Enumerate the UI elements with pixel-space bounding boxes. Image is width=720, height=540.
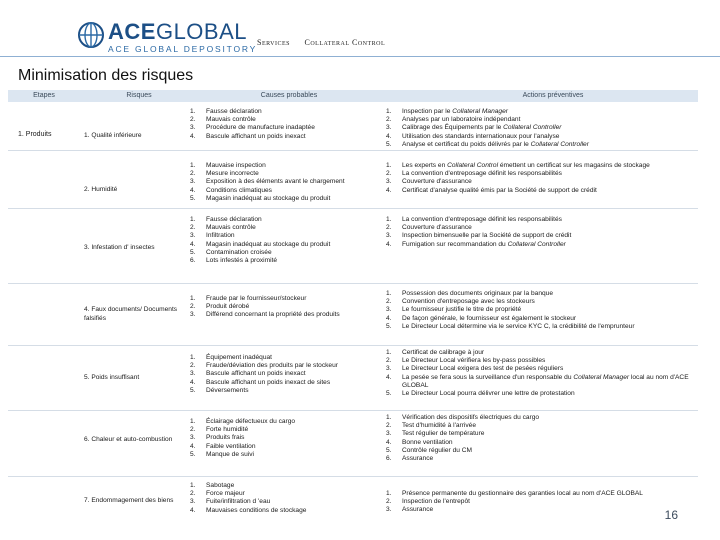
cause-text: Bascule affichant un poids inexact [206, 132, 306, 140]
list-number: 1. [386, 290, 392, 297]
cause-item [190, 232, 390, 240]
actions-list [386, 349, 696, 398]
cause-item [190, 303, 390, 311]
action-text: Analyse et certificat du poids délivrés par le Collateral Controller [402, 140, 589, 148]
list-number: 4. [386, 373, 392, 381]
action-item [386, 422, 696, 430]
cause-text: Mauvais contrôle [206, 224, 256, 232]
list-number: 2. [190, 116, 196, 124]
list-number: 3. [190, 232, 196, 240]
list-number: 2. [386, 498, 392, 506]
actions-list [386, 414, 696, 463]
cause-text: Lots infestés à proximité [206, 257, 278, 265]
action-item [386, 506, 696, 514]
cause-text: Exposition à des éléments avant le chargement [206, 178, 345, 186]
cause-item [190, 224, 390, 232]
list-number: 2. [386, 170, 392, 178]
action-item [386, 187, 696, 195]
cause-text: Mauvais contrôle [206, 116, 256, 124]
action-text: Analyses par un laboratoire indépendant [402, 116, 521, 124]
action-text: Assurance [402, 455, 434, 463]
cause-text: Mesure incorrecte [206, 170, 259, 178]
logo-subtitle: ACE GLOBAL DEPOSITORY [108, 44, 258, 54]
cause-text: Fraude/déviation des produits par le stockeur [206, 362, 338, 370]
action-text: Certificat de calibrage à jour [402, 349, 485, 356]
action-item [386, 232, 696, 240]
action-text: Test d'humidité à l'arrivée [402, 422, 476, 430]
list-number: 3. [190, 434, 196, 442]
col-header-etapes: Etapes [33, 92, 55, 99]
action-text: Possession des documents originaux par la banque [402, 290, 554, 297]
list-number: 1. [190, 418, 196, 425]
list-number: 3. [386, 124, 392, 132]
cause-item [190, 379, 390, 387]
action-text: Bonne ventilation [402, 438, 453, 446]
cause-item [190, 133, 390, 141]
action-item [386, 439, 696, 447]
cause-item [190, 162, 390, 170]
list-number: 1. [386, 162, 392, 169]
cause-item [190, 295, 390, 303]
list-number: 1. [190, 482, 196, 489]
list-number: 5. [386, 390, 392, 398]
action-text: La convention d'entreposage définit les responsabilités [402, 216, 562, 223]
risk-label: 7. Endommagement des biens [84, 497, 174, 504]
causes-list [190, 295, 390, 320]
action-text: Couverture d'assurance [402, 178, 472, 186]
list-number: 3. [386, 430, 392, 438]
action-text: Présence permanente du gestionnaire des garanties local au nom d'ACE GLOBAL [402, 490, 643, 497]
cause-text: Déversements [206, 386, 249, 394]
list-number: 1. [386, 490, 392, 497]
list-number: 4. [386, 438, 392, 446]
action-text: Les experts en Collateral Control émettent un certificat sur les magasins de stockage [402, 162, 650, 169]
cause-item [190, 178, 390, 186]
action-item [386, 178, 696, 186]
cause-text: Fausse déclaration [206, 216, 262, 223]
causes-list [190, 354, 390, 395]
causes-list [190, 482, 390, 515]
row-divider [8, 208, 698, 209]
cause-text: Mauvaise inspection [206, 162, 266, 169]
actions-list [386, 162, 696, 195]
cause-text: Fausse déclaration [206, 108, 262, 115]
list-number: 1. [190, 216, 196, 223]
cause-text: Mauvaises conditions de stockage [206, 506, 307, 514]
list-number: 1. [386, 216, 392, 223]
row-divider [8, 410, 698, 411]
list-number: 3. [190, 498, 196, 506]
cause-item [190, 507, 390, 515]
cause-item [190, 187, 390, 195]
cause-item [190, 418, 390, 426]
row-divider [8, 150, 698, 151]
cause-text: Magasin inadéquat au stockage du produit [206, 240, 331, 248]
cause-item [190, 451, 390, 459]
list-number: 4. [386, 186, 392, 194]
action-text: Inspection bimensuelle par la Société de support de crédit [402, 232, 572, 240]
cause-text: Différend concernant la propriété des produits [206, 311, 340, 319]
action-text: Le Directeur Local vérifiera les by-pass possibles [402, 357, 546, 365]
action-item [386, 490, 696, 498]
list-number: 2. [386, 357, 392, 365]
cause-item [190, 108, 390, 116]
causes-list [190, 418, 390, 459]
list-number: 2. [190, 490, 196, 498]
cause-item [190, 362, 390, 370]
risk-label: 6. Chaleur et auto-combustion [84, 436, 173, 443]
cause-item [190, 170, 390, 178]
col-header-risques: Risques [126, 92, 152, 99]
list-number: 4. [386, 132, 392, 140]
list-number: 4. [190, 132, 196, 140]
cause-item [190, 443, 390, 451]
action-text: Contrôle régulier du CM [402, 446, 472, 454]
action-text: La pesée se fera sous la surveillance d'un responsable du Collateral Manager local au nom d'ACE GLOBAL [402, 373, 689, 389]
action-text: Vérification des dispositifs électriques du cargo [402, 414, 540, 421]
cause-text: Sabotage [206, 482, 235, 489]
action-text: Fumigation sur recommandation du Collateral Controller [402, 240, 566, 248]
cause-text: Infiltration [206, 232, 235, 240]
list-number: 1. [190, 295, 196, 302]
action-item [386, 216, 696, 224]
action-item [386, 306, 696, 314]
list-number: 1. [386, 414, 392, 421]
cause-item [190, 195, 390, 203]
list-number: 3. [386, 365, 392, 373]
list-number: 3. [386, 232, 392, 240]
action-item [386, 124, 696, 132]
list-number: 4. [190, 186, 196, 194]
list-number: 1. [190, 354, 196, 361]
cause-item [190, 116, 390, 124]
action-item [386, 133, 696, 141]
list-number: 5. [386, 322, 392, 330]
row-divider [8, 476, 698, 477]
cause-text: Produits frais [206, 434, 245, 442]
cause-text: Contamination croisée [206, 248, 272, 256]
list-number: 3. [190, 178, 196, 186]
cause-text: Faible ventilation [206, 442, 256, 450]
action-text: Le fournisseur justifie le titre de propriété [402, 306, 522, 314]
cause-item [190, 249, 390, 257]
logo-wordmark: ACEGLOBAL [108, 19, 247, 44]
cause-text: Bascule affichant un poids inexact [206, 370, 306, 378]
cause-item [190, 490, 390, 498]
list-number: 2. [190, 170, 196, 178]
cause-item [190, 124, 390, 132]
action-text: Le Directeur Local pourra délivrer une lettre de protestation [402, 390, 575, 398]
list-number: 3. [190, 370, 196, 378]
list-number: 2. [190, 426, 196, 434]
action-text: La convention d'entreposage définit les responsabilités [402, 170, 562, 178]
action-text: Test régulier de température [402, 430, 485, 438]
action-item [386, 298, 696, 306]
action-item [386, 430, 696, 438]
cause-item [190, 387, 390, 395]
list-number: 1. [386, 108, 392, 115]
actions-list [386, 290, 696, 331]
action-item [386, 455, 696, 463]
action-text: Utilisation des standards internationaux pour l'analyse [402, 132, 560, 140]
cause-text: Éclairage défectueux du cargo [206, 418, 296, 425]
actions-list [386, 490, 696, 515]
action-item [386, 224, 696, 232]
cause-text: Équipement inadéquat [206, 354, 272, 361]
risk-label: 2. Humidité [84, 186, 118, 193]
cause-text: Fraude par le fournisseur/stockeur [206, 295, 307, 302]
list-number: 3. [386, 178, 392, 186]
action-item [386, 162, 696, 170]
list-number: 2. [190, 224, 196, 232]
risk-label: 4. Faux documents/ Documents falsifiés [84, 306, 178, 322]
list-number: 3. [386, 506, 392, 514]
list-number: 6. [386, 455, 392, 463]
causes-list [190, 162, 390, 203]
action-text: Inspection de l'entrepôt [402, 498, 470, 506]
row-divider [8, 345, 698, 346]
list-number: 2. [386, 116, 392, 124]
nav-collateral-control[interactable]: Collateral Control [304, 38, 386, 47]
risk-label: 3. Infestation d' insectes [84, 244, 155, 251]
cause-text: Manque de suivi [206, 450, 255, 458]
cause-item [190, 482, 390, 490]
action-text: Le Directeur Local exigera des test de pesées réguliers [402, 365, 564, 373]
action-item [386, 170, 696, 178]
action-item [386, 374, 696, 390]
list-number: 5. [190, 450, 196, 458]
action-text: Inspection par le Collateral Manager [402, 108, 508, 115]
list-number: 4. [190, 378, 196, 386]
action-text: Certificat d'analyse qualité émis par la Société de support de crédit [402, 186, 597, 194]
action-item [386, 447, 696, 455]
list-number: 5. [190, 248, 196, 256]
list-number: 2. [386, 224, 392, 232]
action-item [386, 357, 696, 365]
action-text: Le Directeur Local détermine via le service KYC C, la crédibilité de l'emprunteur [402, 322, 635, 330]
cause-text: Fuite/infiltration d 'eau [206, 498, 271, 506]
cause-text: Forte humidité [206, 426, 249, 434]
causes-list [190, 216, 390, 265]
actions-list [386, 216, 696, 249]
page-title: Minimisation des risques [18, 67, 194, 84]
action-text: Convention d'entreposage avec les stockeurs [402, 298, 535, 306]
col-header-actions: Actions préventives [522, 92, 584, 99]
cause-item [190, 498, 390, 506]
ace-global-logo[interactable] [78, 19, 258, 54]
action-item [386, 390, 696, 398]
action-item [386, 290, 696, 298]
cause-item [190, 241, 390, 249]
list-number: 3. [190, 124, 196, 132]
causes-list [190, 108, 390, 141]
list-number: 4. [190, 442, 196, 450]
action-text: Couverture d'assurance [402, 224, 472, 232]
cause-item [190, 434, 390, 442]
action-text: Calibrage des Équipements par le Collateral Controller [402, 124, 562, 132]
risk-table [8, 90, 698, 530]
cause-item [190, 370, 390, 378]
action-item [386, 365, 696, 373]
list-number: 4. [386, 240, 392, 248]
nav-services[interactable]: Services [257, 38, 290, 47]
risk-label: 5. Poids insuffisant [84, 374, 140, 381]
cause-text: Procédure de manufacture inadaptée [206, 124, 315, 132]
cause-item [190, 311, 390, 319]
list-number: 4. [190, 506, 196, 514]
globe-logo-icon [78, 22, 104, 48]
risk-label: 1. Qualité inférieure [84, 132, 142, 139]
list-number: 2. [386, 298, 392, 306]
list-number: 4. [190, 240, 196, 248]
list-number: 1. [190, 108, 196, 115]
list-number: 2. [190, 362, 196, 370]
page-number: 16 [664, 508, 678, 522]
list-number: 5. [386, 140, 392, 148]
list-number: 1. [190, 162, 196, 169]
action-item [386, 323, 696, 331]
etape-produits: 1. Produits [18, 131, 52, 138]
list-number: 1. [386, 349, 392, 356]
top-nav [257, 38, 397, 47]
list-number: 3. [190, 311, 196, 319]
action-item [386, 315, 696, 323]
list-number: 5. [190, 194, 196, 202]
table-header [8, 90, 698, 102]
action-item [386, 498, 696, 506]
row-divider [8, 283, 698, 284]
cause-text: Bascule affichant un poids inexact de sites [206, 378, 331, 386]
list-number: 2. [386, 422, 392, 430]
list-number: 5. [190, 386, 196, 394]
list-number: 3. [386, 306, 392, 314]
action-text: Assurance [402, 506, 434, 514]
action-text: De façon générale, le fournisseur est également le stockeur [402, 314, 577, 322]
list-number: 5. [386, 446, 392, 454]
cause-item [190, 426, 390, 434]
action-item [386, 349, 696, 357]
cause-item [190, 257, 390, 265]
action-item [386, 141, 696, 149]
cause-text: Produit dérobé [206, 303, 250, 311]
cause-text: Force majeur [206, 490, 245, 498]
action-item [386, 414, 696, 422]
cause-text: Conditions climatiques [206, 186, 272, 194]
list-number: 4. [386, 314, 392, 322]
list-number: 6. [190, 257, 196, 265]
col-header-causes: Causes probables [260, 92, 318, 99]
cause-text: Magasin inadéquat au stockage du produit [206, 194, 331, 202]
action-item [386, 241, 696, 249]
header [0, 0, 720, 56]
actions-list [386, 108, 696, 149]
action-item [386, 108, 696, 116]
header-divider [0, 56, 720, 57]
list-number: 2. [190, 303, 196, 311]
cause-item [190, 216, 390, 224]
cause-item [190, 354, 390, 362]
